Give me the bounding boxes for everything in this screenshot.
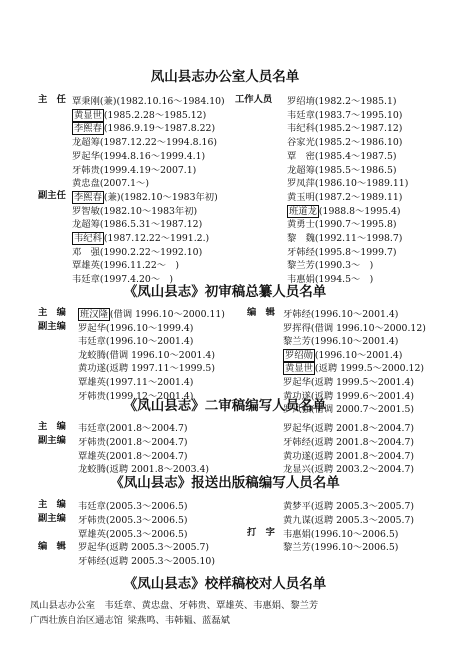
name-entry <box>287 137 402 149</box>
entry-text: 罗智敏(1982.10～1983年初) <box>72 205 198 217</box>
boxed-name: 韦纪科 <box>74 233 102 244</box>
entry-text: 罗起华(返聘 2001.8～2004.7) <box>283 423 415 434</box>
role-deputy-editor-2: 副主编 <box>38 435 66 446</box>
entry-text: 牙韩贵(1999.12～2001.4) <box>78 390 194 402</box>
entry-text: 罗起华(1994.8.16～1999.4.1) <box>72 150 206 162</box>
proofread-office-label: 凤山县志办公室 <box>30 600 96 611</box>
entry-text: 覃雄英(2005.3～2006.5) <box>78 528 188 540</box>
entry-text: (兼)(1982.10～1983年初) <box>103 191 218 203</box>
name-entry <box>287 123 402 135</box>
name-entry <box>78 323 193 335</box>
name-entry <box>283 309 398 321</box>
entry-text: 黎 魏(1992.11～1998.7) <box>287 233 403 244</box>
name-entry <box>283 542 398 554</box>
name-entry <box>283 529 398 541</box>
entry-text: 牙韩经(1996.10～2001.4) <box>283 309 399 320</box>
entry-text: 黎兰芳(1996.10～2006.5) <box>283 542 399 554</box>
name-entry <box>287 165 397 177</box>
entry-text: 黄九谋(返聘 2005.3～2005.7) <box>283 514 415 526</box>
role-chief-editor-3: 主 编 <box>38 499 66 510</box>
role-deputy-editor-3: 副主编 <box>38 513 66 524</box>
name-entry <box>283 451 414 463</box>
entry-text: 牙韩贵(2005.3～2006.5) <box>78 514 188 526</box>
name-entry <box>287 192 402 204</box>
entry-text: 覃雄英(1996.11.22～ ) <box>72 260 179 272</box>
entry-text: 罗绍堉(1982.2～1985.1) <box>287 96 397 107</box>
entry-text: 罗起华(1996.10～1999.4) <box>78 322 194 334</box>
name-entry <box>72 178 149 190</box>
name-entry <box>72 151 205 163</box>
entry-text: (1987.12.22～1991.2.) <box>103 233 210 244</box>
name-entry <box>72 165 196 177</box>
name-entry <box>78 556 215 568</box>
role-chief-editor-2: 主 编 <box>38 421 66 432</box>
name-entry <box>283 350 402 362</box>
entry-text: 牙韩经(返聘 2005.3～2005.10) <box>78 556 215 568</box>
entry-text: 罗凤萍(1986.10～1989.11) <box>287 178 409 190</box>
name-entry <box>287 219 397 231</box>
proofread-gx-label: 广西壮族自治区通志馆 <box>30 615 123 626</box>
name-entry <box>287 110 402 122</box>
proofread-gx-row <box>30 615 230 627</box>
role-editor-3: 编 辑 <box>38 541 66 552</box>
name-entry <box>78 542 209 554</box>
name-entry <box>287 260 373 272</box>
entry-text: 罗起华(返聘 1999.5～2001.4) <box>283 377 415 388</box>
entry-text: 韦惠娟(1996.10～2006.5) <box>283 528 399 540</box>
boxed-name: 罗绍勋 <box>285 349 313 361</box>
boxed-name: 班汉隆 <box>80 309 108 320</box>
entry-text: 覃雄英(2001.8～2004.7) <box>78 450 188 462</box>
name-entry <box>72 192 218 204</box>
entry-text: (返聘 1999.5～2000.12) <box>314 363 424 375</box>
name-entry <box>72 96 225 108</box>
section-4-title: 《凤山县志》报送出版稿编写人员名单 <box>110 475 340 491</box>
name-entry <box>72 260 179 272</box>
proofread-office-names: 韦廷章、黄忠盘、牙韩贵、覃雄英、韦惠娟、黎兰芳 <box>104 600 319 611</box>
name-entry <box>72 219 202 231</box>
name-entry <box>287 151 397 163</box>
entry-text: 龙超筹(1987.12.22～1994.8.16) <box>72 137 217 149</box>
entry-text: 韦廷章(1997.4.20～ ) <box>72 274 174 286</box>
role-deputy-editor: 副主编 <box>38 321 66 332</box>
name-entry <box>287 233 402 245</box>
entry-text: 黄功遂(返聘 2001.8～2004.7) <box>283 450 415 462</box>
boxed-name: 李熙春 <box>74 123 102 135</box>
name-entry <box>72 110 206 122</box>
role-deputy-director: 副主任 <box>38 190 66 201</box>
entry-text: 黄功遂(返聘 1997.11～1999.5) <box>78 363 215 375</box>
name-entry <box>78 451 188 463</box>
name-entry <box>287 96 397 108</box>
entry-text: (借调 1996.10～2000.11) <box>109 309 225 320</box>
entry-text: 黄玉明(1987.2～1989.11) <box>287 191 403 203</box>
entry-text: 牙韩经(返聘 2001.8～2004.7) <box>283 436 415 448</box>
boxed-name: 黄显世 <box>285 363 313 375</box>
name-entry <box>78 437 188 449</box>
entry-text: 龙超筹(1985.5～1986.5) <box>287 164 397 176</box>
entry-text: 黄功遂(返聘 1999.6～2001.4) <box>283 390 415 402</box>
name-entry <box>287 178 408 190</box>
entry-text: (1986.9.19～1987.8.22) <box>103 123 216 135</box>
section-3-title: 《凤山县志》二审稿编写人员名单 <box>123 398 327 414</box>
section-5-title: 《凤山县志》校样稿校对人员名单 <box>123 576 327 592</box>
entry-text: 韦纪科(1985.2～1987.12) <box>287 123 403 135</box>
entry-text: 龙显兴(返聘 2003.2～2004.7) <box>283 464 415 476</box>
proofread-office-row <box>30 600 318 612</box>
name-entry <box>78 309 225 321</box>
entry-text: 韦惠娟(1994.5～ ) <box>287 274 374 286</box>
name-entry <box>78 423 188 435</box>
name-entry <box>78 529 188 541</box>
entry-text: 覃秉刚(兼)(1982.10.16～1984.10) <box>72 96 225 107</box>
entry-text: 龙超筹(1986.5.31～1987.12) <box>72 219 203 231</box>
name-entry <box>283 363 424 375</box>
name-entry <box>78 363 215 375</box>
name-entry <box>72 123 215 135</box>
entry-text: (1985.2.28～1985.12) <box>103 109 207 121</box>
entry-text: (1988.8～1995.4) <box>318 205 401 217</box>
name-entry <box>72 137 217 149</box>
entry-text: 牙韩贵(1999.4.19～2007.1) <box>72 164 197 176</box>
name-entry <box>283 423 414 435</box>
entry-text: 韦廷章(2001.8～2004.7) <box>78 423 188 434</box>
entry-text: 谷家光(1985.2～1986.10) <box>287 137 403 149</box>
name-entry <box>78 515 188 527</box>
role-typist: 打 字 <box>247 527 275 538</box>
name-entry <box>283 336 398 348</box>
entry-text: 龙蛟腾(借调 1996.10～2001.4) <box>78 349 215 361</box>
entry-text: 罗挥得(借调 1996.10～2000.12) <box>283 322 426 334</box>
boxed-name: 班道龙 <box>289 205 317 217</box>
role-staff: 工作人员 <box>235 94 273 105</box>
name-entry <box>72 247 202 259</box>
name-entry <box>283 437 414 449</box>
entry-text: 覃雄英(1997.11～2001.4) <box>78 377 194 388</box>
role-editor: 编 辑 <box>247 307 275 318</box>
name-entry <box>78 336 193 348</box>
name-entry <box>287 206 401 218</box>
entry-text: 黄勇士(1990.7～1995.8) <box>287 219 397 231</box>
entry-text: 黄忠盘(2007.1～) <box>72 178 149 190</box>
entry-text: 韦廷章(1996.10～2001.4) <box>78 336 194 348</box>
name-entry <box>78 501 188 513</box>
entry-text: 罗起华(返聘 2005.3～2005.7) <box>78 542 210 554</box>
section-2-title: 《凤山县志》初审稿总纂人员名单 <box>123 284 327 300</box>
name-entry <box>283 377 414 389</box>
entry-text: 邓 强(1990.2.22～1992.10) <box>72 246 203 258</box>
entry-text: 黄梦平(返聘 2005.3～2005.7) <box>283 501 415 512</box>
entry-text: 黎兰芳(1990.3～ ) <box>287 260 374 272</box>
entry-text: 罗风强(借调 2000.7～2001.5) <box>283 404 415 416</box>
entry-text: 龙蛟腾(返聘 2001.8～2003.4) <box>78 464 210 476</box>
entry-text: 黎兰芳(1996.10～2001.4) <box>283 336 399 348</box>
name-entry <box>72 233 209 245</box>
entry-text: 牙韩贵(2001.8～2004.7) <box>78 436 188 448</box>
boxed-name: 黄显世 <box>74 109 102 121</box>
name-entry <box>283 501 414 513</box>
name-entry <box>283 515 414 527</box>
section-1-title: 凤山县志办公室人员名单 <box>150 69 300 85</box>
name-entry <box>72 206 197 218</box>
entry-text: 韦廷章(2005.3～2006.5) <box>78 501 188 512</box>
entry-text: (1996.10～2001.4) <box>314 349 403 361</box>
name-entry <box>283 323 426 335</box>
name-entry <box>78 377 193 389</box>
entry-text: 牙韩经(1995.8～1999.7) <box>287 246 397 258</box>
role-chief-editor: 主 编 <box>38 307 66 318</box>
boxed-name: 李熙春 <box>74 191 102 203</box>
name-entry <box>78 350 215 362</box>
entry-text: 覃 密(1985.4～1987.5) <box>287 150 397 162</box>
role-director: 主 任 <box>38 94 66 105</box>
name-entry <box>287 247 397 259</box>
entry-text: 韦廷章(1983.7～1995.10) <box>287 109 403 121</box>
proofread-gx-names: 梁燕鸣、韦韩韫、蓝磊斌 <box>127 615 230 626</box>
